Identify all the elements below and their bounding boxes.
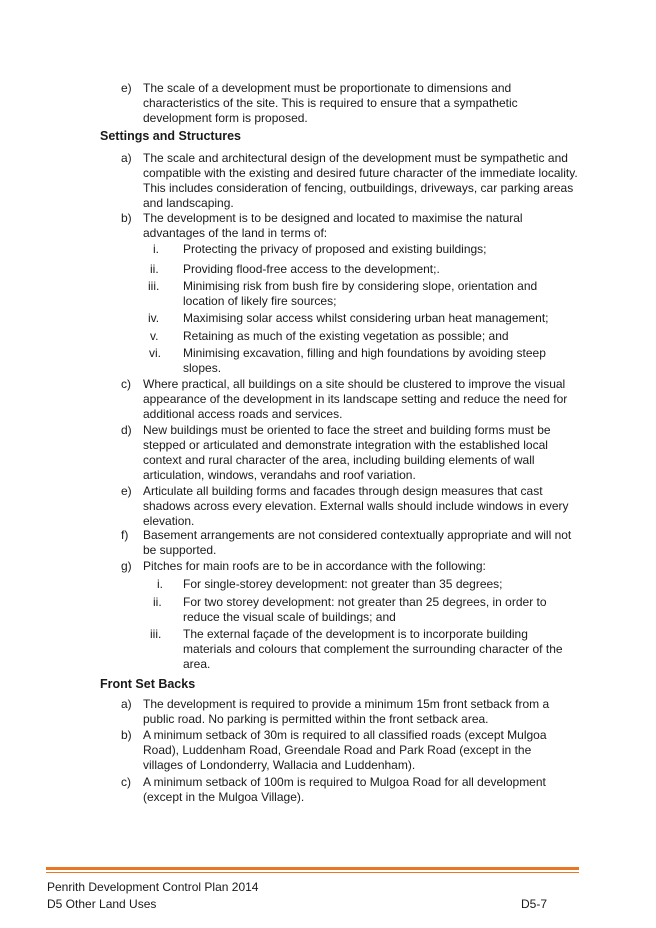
sub-item-label: i.: [157, 577, 163, 591]
footer-document-title: Penrith Development Control Plan 2014: [47, 880, 259, 894]
footer-rule: [46, 867, 579, 870]
list-item-label: d): [121, 423, 132, 437]
list-item-label: f): [121, 528, 129, 542]
list-item-label: b): [121, 211, 132, 225]
sub-item-label: ii.: [150, 262, 159, 276]
list-item-label: a): [121, 697, 132, 711]
list-item-text: The development is to be designed and located to maximise the natural advantages of the land in terms of:: [143, 211, 523, 240]
sub-item-text: For two storey development: not greater than 25 degrees, in order to reduce the visual scale of buildings; and: [183, 595, 547, 624]
footer-rule-thin: [46, 872, 579, 873]
sub-item-text: The external façade of the development is to incorporate building materials and colours that complement the surrounding character of the area.: [183, 627, 563, 671]
list-item-label: g): [121, 559, 132, 573]
list-item-text: A minimum setback of 30m is required to all classified roads (except Mulgoa Road), Luddenham Road, Greendale Road and Park Road (except in the villages of Londonderry, Wallacia and Luddenham).: [143, 728, 547, 772]
sub-item-text: Minimising excavation, filling and high foundations by avoiding steep slopes.: [183, 346, 546, 375]
list-item-label: a): [121, 151, 132, 165]
list-item-text: The development is required to provide a minimum 15m front setback from a public road. No parking is permitted within the front setback area.: [143, 697, 550, 726]
sub-item-text: Protecting the privacy of proposed and existing buildings;: [183, 242, 487, 256]
list-item-text: New buildings must be oriented to face the street and building forms must be stepped or articulated and demonstrate integration with the established local context and rural character of the area, including building elements of wall articulation, windows, verandahs and roof variation.: [143, 423, 551, 482]
list-item-text: The scale and architectural design of the development must be sympathetic and compatible with the existing and desired future character of the immediate locality. This includes consideration of fencing, outbuildings, driveways, car parking areas and landscaping.: [143, 151, 578, 210]
list-item-label: c): [121, 775, 131, 789]
list-item-text: Articulate all building forms and facades through design measures that cast shadows across every elevation. External walls should include windows in every elevation.: [143, 484, 569, 528]
list-item-text: Pitches for main roofs are to be in accordance with the following:: [143, 559, 486, 573]
sub-item-text: Minimising risk from bush fire by considering slope, orientation and location of likely fire sources;: [183, 279, 538, 308]
sub-item-label: ii.: [153, 595, 162, 609]
sub-item-label: vi.: [149, 346, 161, 360]
sub-item-text: Retaining as much of the existing vegetation as possible; and: [183, 329, 509, 343]
list-item-text: A minimum setback of 100m is required to Mulgoa Road for all development (except in the Mulgoa Village).: [143, 775, 546, 804]
list-item-text: Basement arrangements are not considered contextually appropriate and will not be supported.: [143, 528, 572, 557]
section-heading-settings: Settings and Structures: [100, 129, 241, 143]
sub-item-label: iv.: [148, 311, 160, 325]
footer-page-number: D5-7: [521, 897, 548, 911]
list-item-text: Where practical, all buildings on a site should be clustered to improve the visual appearance of the development in its landscape setting and reduce the need for additional access roads and services.: [143, 377, 568, 421]
sub-item-text: For single-storey development: not greater than 35 degrees;: [183, 577, 503, 591]
sub-item-label: i.: [153, 242, 159, 256]
sub-item-text: Maximising solar access whilst considering urban heat management;: [183, 311, 549, 325]
footer-section-name: D5 Other Land Uses: [47, 897, 157, 911]
list-item-label: e): [121, 484, 132, 498]
sub-item-text: Providing flood-free access to the development;.: [183, 262, 440, 276]
list-item-label: c): [121, 377, 131, 391]
list-item-label: b): [121, 728, 132, 742]
sub-item-label: v.: [150, 329, 159, 343]
section-heading-front-set-backs: Front Set Backs: [100, 677, 196, 691]
list-item-text: The scale of a development must be proportionate to dimensions and characteristics of the site. This is required to ensure that a sympathetic development form is proposed.: [143, 81, 518, 125]
sub-item-label: iii.: [150, 627, 162, 641]
list-item-label: e): [121, 81, 132, 95]
sub-item-label: iii.: [148, 279, 160, 293]
